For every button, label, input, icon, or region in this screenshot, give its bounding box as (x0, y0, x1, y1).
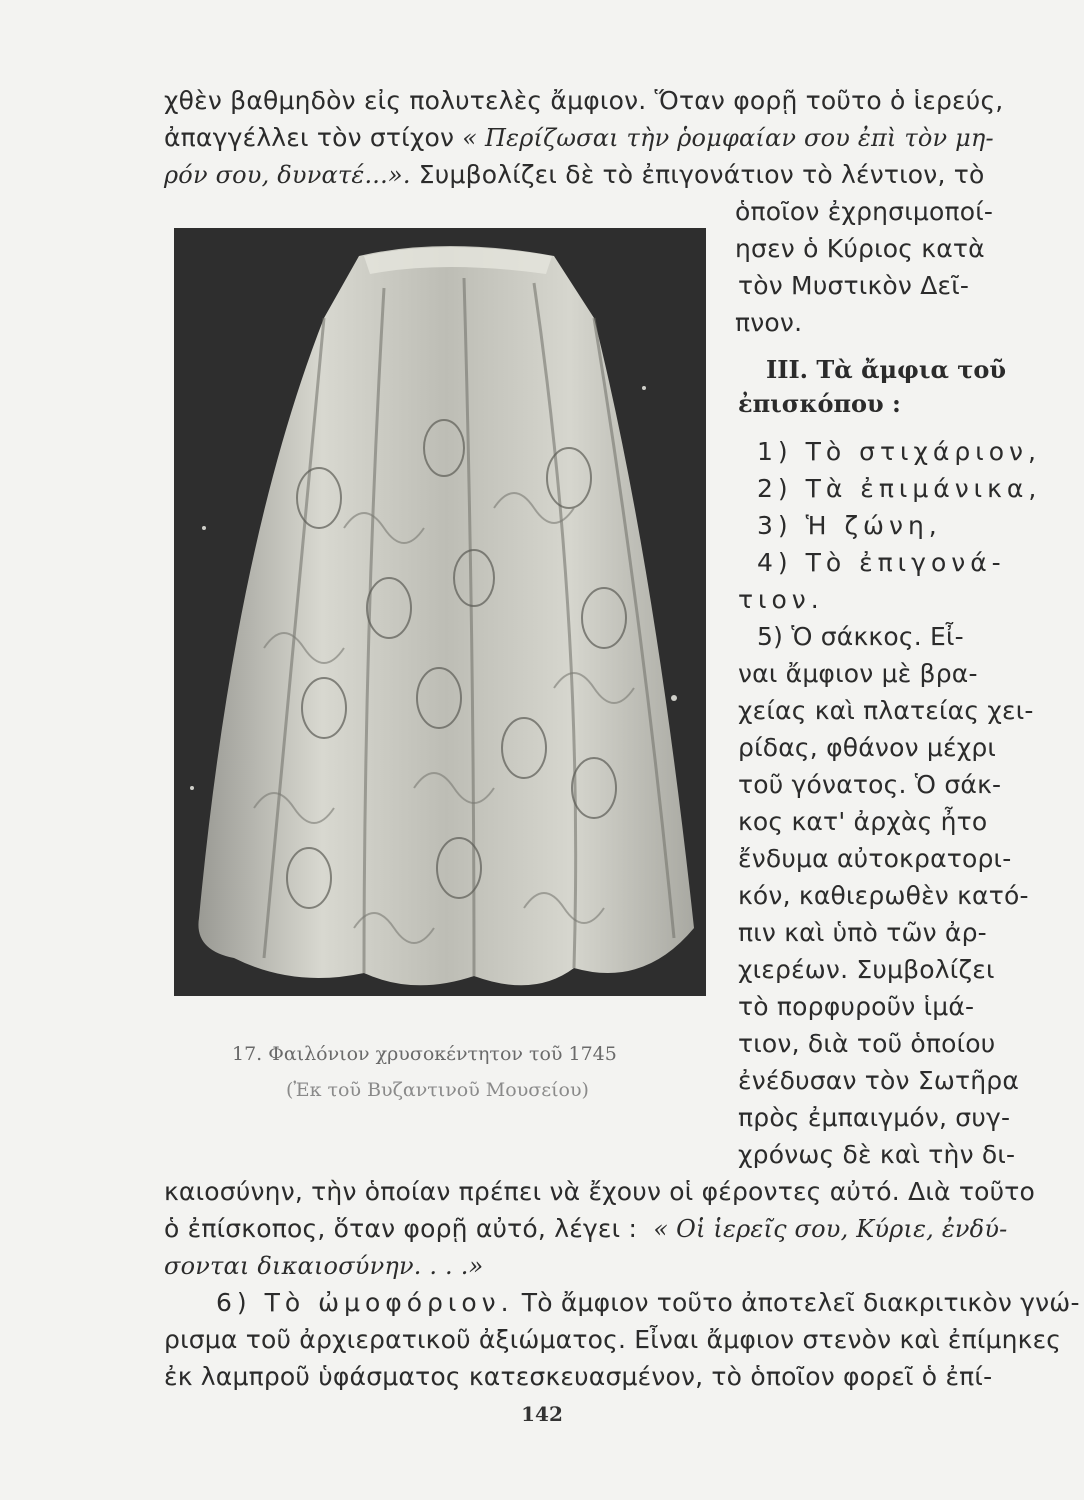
text-line-26: τιον, διὰ τοῦ ὁποίου (738, 1029, 996, 1058)
text-line-27: ἐνέδυσαν τὸν Σωτῆρα (738, 1066, 1020, 1095)
list-item-3: 3) Ἡ ζώνη, (757, 511, 942, 540)
text-line-35: ἐκ λαμπροῦ ὑφάσματος κατεσκευασμένον, τὸ ὁποῖον φορεῖ ὁ ἐπί- (164, 1362, 993, 1391)
section-heading: III. Τὰ ἄμφια τοῦ (766, 355, 1007, 384)
text-line-19: τοῦ γόνατος. Ὁ σάκ- (738, 770, 1002, 799)
text-line-31-a: ὁ ἐπίσκοπος, ὅταν φορῇ αὐτό, λέγει : (164, 1214, 638, 1243)
list-item-4: 4) Τὸ ἐπιγονά- (757, 548, 1006, 577)
quote-italic-end: ρόν σου, δυνατέ...». (164, 161, 411, 189)
text-line-21: ἔνδυμα αὐτοκρατορι- (738, 844, 1012, 873)
text-line-23: πιν καὶ ὑπὸ τῶν ἀρ- (738, 918, 987, 947)
list-item-5: 5) Ὁ σάκκος. Εἶ- (757, 622, 964, 651)
text-line-5: ησεν ὁ Κύριος κατὰ (735, 234, 985, 263)
text-line-32 (164, 1247, 483, 1285)
quote-italic: « Περίζωσαι τὴν ῥομφαίαν σου ἐπὶ τὸν μη- (462, 124, 994, 152)
text-line-16: ναι ἄμφιον μὲ βρα- (738, 659, 978, 688)
quote-italic-2: « Οἱ ἱερεῖς σου, Κύριε, ἐνδύ- (653, 1215, 1008, 1243)
section-6-text: Τὸ ἄμφιον τοῦτο ἀποτελεῖ διακριτικὸν γνώ- (521, 1288, 1080, 1317)
text-line-29: χρόνως δὲ καὶ τὴν δι- (738, 1140, 1016, 1169)
vestment-photo (174, 228, 706, 996)
text-line-18: ρίδας, φθάνον μέχρι (738, 733, 997, 762)
text-line-3 (164, 156, 985, 194)
text-line-31 (164, 1210, 1007, 1248)
list-item-2: 2) Τὰ ἐπιμάνικα, (757, 474, 1042, 503)
text-line-7: πνον. (735, 308, 803, 337)
text-line-33 (216, 1284, 1080, 1322)
text-line-1: χθὲν βαθμηδὸν εἰς πολυτελὲς ἄμφιον. Ὅταν φορῇ τοῦτο ὁ ἱερεύς, (164, 86, 1004, 115)
figure-source: (Ἐκ τοῦ Βυζαντινοῦ Μουσείου) (286, 1079, 589, 1101)
text-line-25: τὸ πορφυροῦν ἱμά- (738, 992, 975, 1021)
quote-italic-2-end: σονται δικαιοσύνην. . . .» (164, 1252, 484, 1280)
figure-caption: 17. Φαιλόνιον χρυσοκέντητον τοῦ 1745 (232, 1043, 617, 1065)
text-line-30: καιοσύνην, τὴν ὁποίαν πρέπει νὰ ἔχουν οἱ φέροντες αὐτό. Διὰ τοῦτο (164, 1177, 1036, 1206)
text-line-4: ὁποῖον ἐχρησιμοποί- (735, 197, 994, 226)
section-6-label: 6) Τὸ ὠμοφόριον. (216, 1288, 514, 1317)
text-line-17: χείας καὶ πλατείας χει- (738, 696, 1034, 725)
text-line-22: κόν, καθιερωθὲν κατό- (738, 881, 1029, 910)
text-line-28: πρὸς ἐμπαιγμόν, συγ- (738, 1103, 1011, 1132)
page-number: 142 (521, 1402, 563, 1426)
text-line-2-prefix: ἀπαγγέλλει τὸν στίχον (164, 123, 463, 152)
text-line-3-rest: Συμβολίζει δὲ τὸ ἐπιγονάτιον τὸ λέντιον, τὸ (410, 160, 985, 189)
list-item-4-cont: τιον. (738, 585, 824, 614)
vestment-illustration (174, 228, 706, 996)
text-line-34: ρισμα τοῦ ἀρχιερατικοῦ ἀξιώματος. Εἶναι ἄμφιον στενὸν καὶ ἐπίμηκες (164, 1325, 1062, 1354)
text-line-2 (164, 119, 994, 157)
list-item-1: 1) Τὸ στιχάριον, (757, 437, 1041, 466)
text-line-20: κος κατ' ἀρχὰς ἦτο (738, 807, 988, 836)
text-line-24: χιερέων. Συμβολίζει (738, 955, 995, 984)
section-heading-cont: ἐπισκόπου : (738, 389, 901, 418)
text-line-6: τὸν Μυστικὸν Δεῖ- (738, 271, 970, 300)
